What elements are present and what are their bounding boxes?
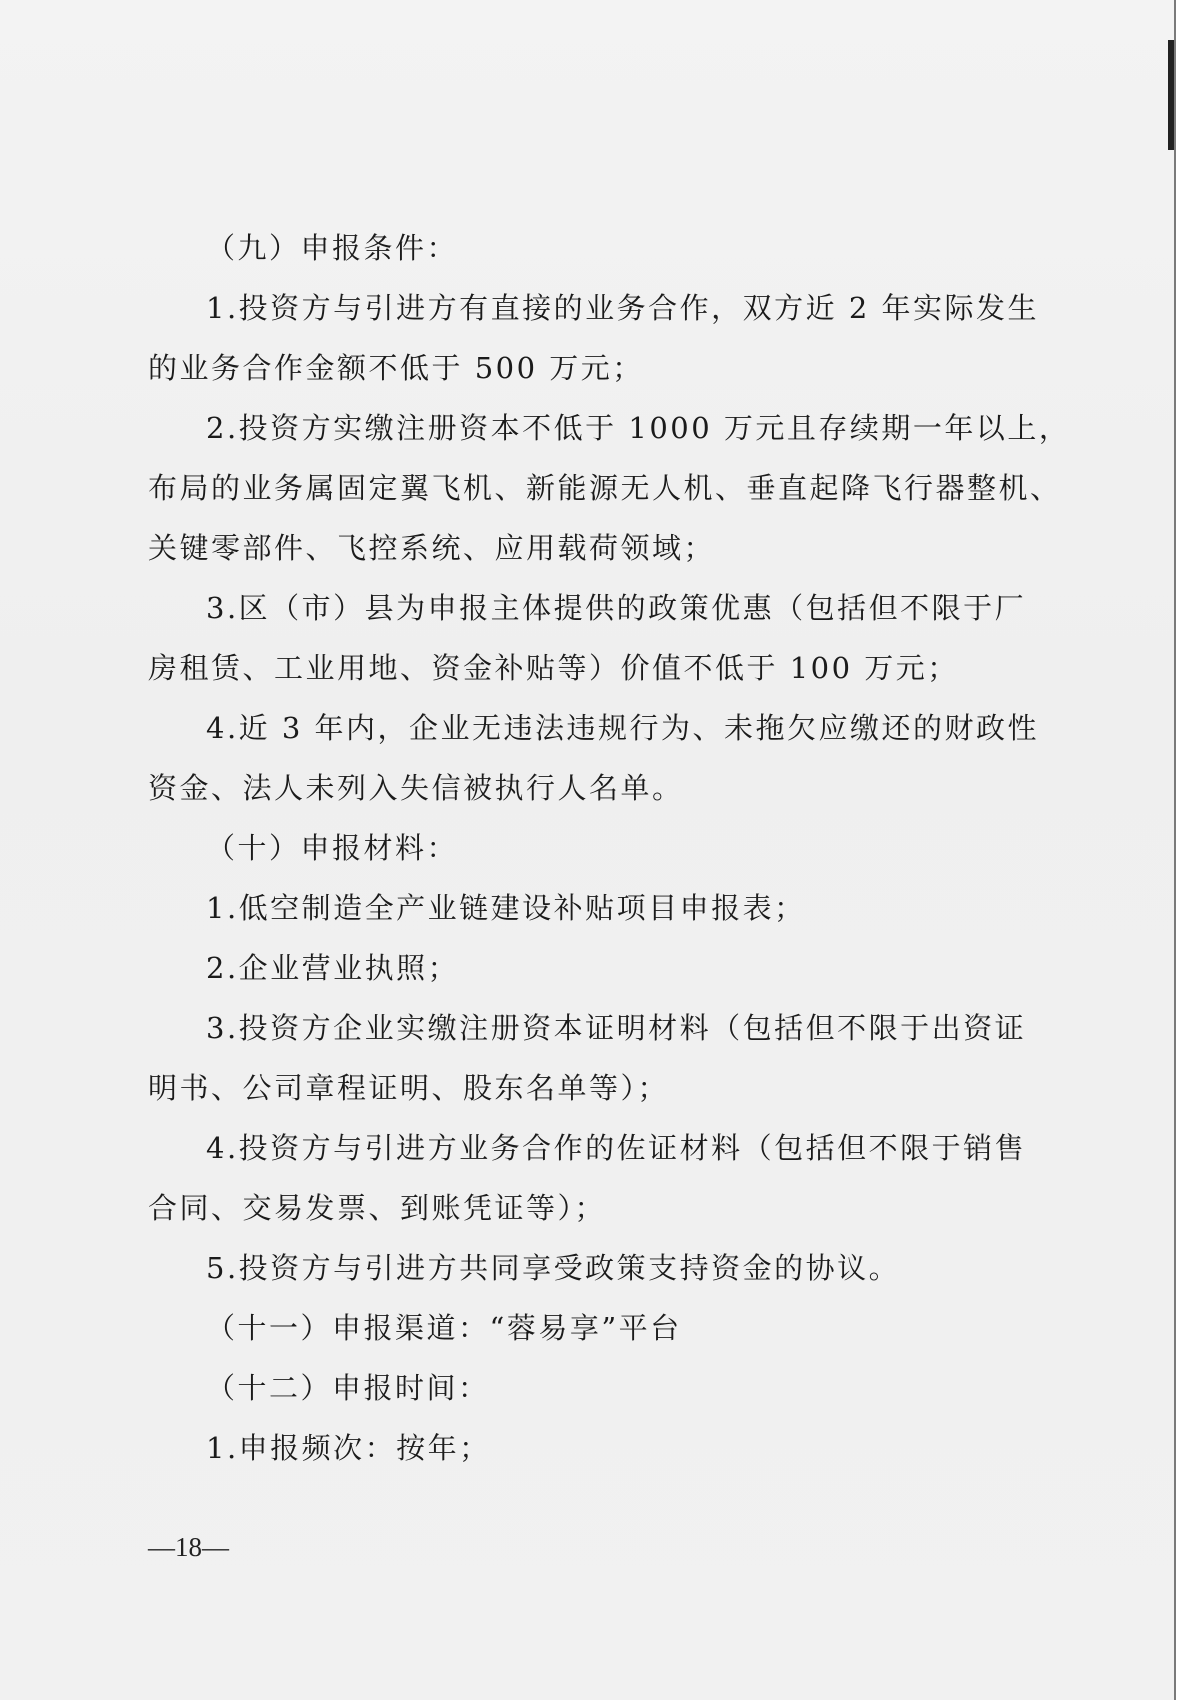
section-heading-materials: （十）申报材料： [206, 831, 459, 865]
condition-1-line-2: 的业务合作金额不低于 500 万元； [148, 351, 644, 385]
condition-2-line-2: 布局的业务属固定翼飞机、新能源无人机、垂直起降飞行器整机、 [148, 471, 1062, 505]
condition-2-line-1: 2.投资方实缴注册资本不低于 1000 万元且存续期一年以上， [206, 411, 1071, 445]
material-3-line-1: 3.投资方企业实缴注册资本证明材料（包括但不限于出资证 [206, 1011, 1027, 1045]
section-heading-time: （十二）申报时间： [206, 1371, 490, 1405]
material-4-line-1: 4.投资方与引进方业务合作的佐证材料（包括但不限于销售 [206, 1131, 1027, 1165]
material-3-line-2: 明书、公司章程证明、股东名单等）； [148, 1071, 670, 1105]
condition-4-line-1: 4.近 3 年内，企业无违法违规行为、未拖欠应缴还的财政性 [206, 711, 1040, 745]
condition-1-line-1: 1.投资方与引进方有直接的业务合作，双方近 2 年实际发生 [206, 291, 1040, 325]
condition-3-line-1: 3.区（市）县为申报主体提供的政策优惠（包括但不限于厂 [206, 591, 1027, 625]
condition-4-line-2: 资金、法人未列入失信被执行人名单。 [148, 771, 684, 805]
condition-2-line-3: 关键零部件、飞控系统、应用载荷领域； [148, 531, 716, 565]
material-4-line-2: 合同、交易发票、到账凭证等）； [148, 1191, 607, 1225]
page-number: —18— [148, 1532, 229, 1562]
material-5: 5.投资方与引进方共同享受政策支持资金的协议。 [206, 1251, 901, 1285]
material-2: 2.企业营业执照； [206, 951, 460, 985]
condition-3-line-2: 房租赁、工业用地、资金补贴等）价值不低于 100 万元； [148, 651, 959, 685]
section-heading-conditions: （九）申报条件： [206, 231, 459, 265]
material-1: 1.低空制造全产业链建设补贴项目申报表； [206, 891, 806, 925]
time-item-1: 1.申报频次：按年； [206, 1431, 491, 1465]
section-heading-channel: （十一）申报渠道：“蓉易享”平台 [206, 1311, 682, 1345]
